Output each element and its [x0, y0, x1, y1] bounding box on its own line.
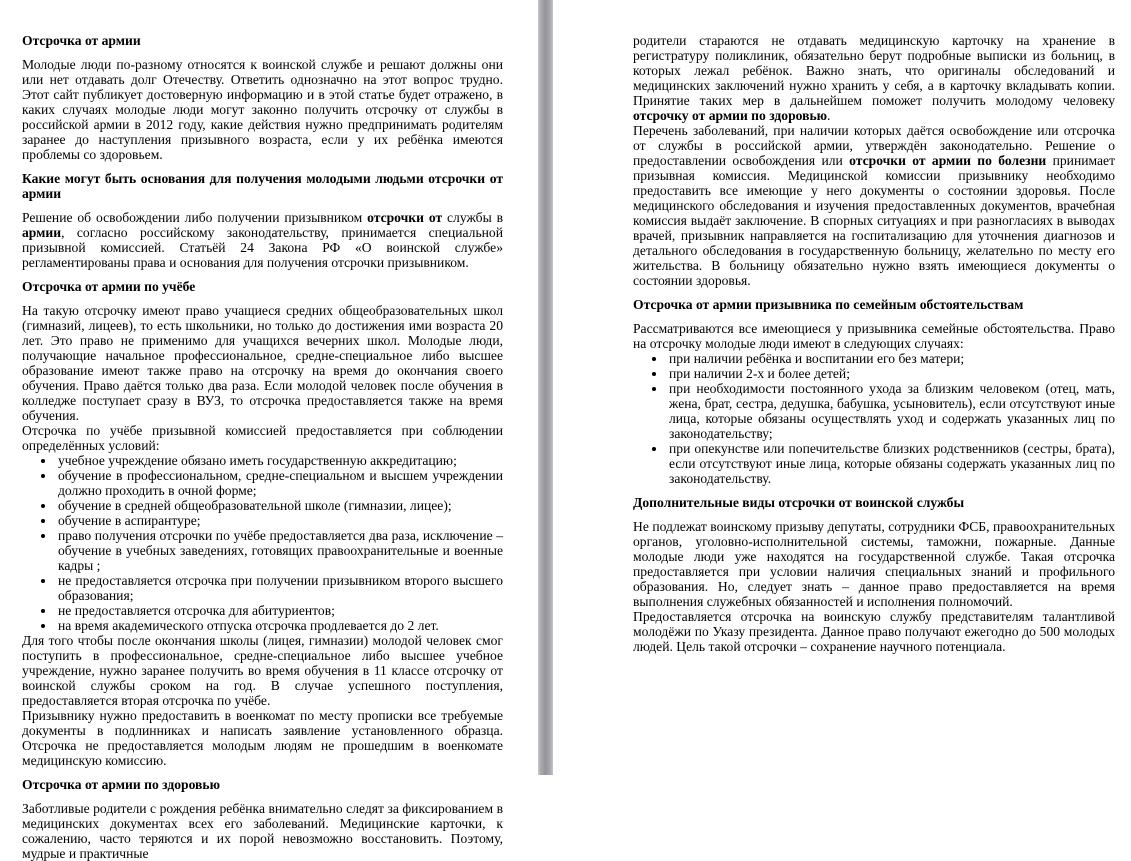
paragraph-enlistment-office: Призывнику нужно предоставить в военкомат по месту прописки все требуемые документы в подлинниках и написать заявление установленного образца. Отсрочка не предоставляется молодым людям не прошедшим в военкомате медицинскую комиссию. — [22, 708, 503, 768]
paragraph-study-1: На такую отсрочку имеют право учащиеся средних общеобразовательных школ (гимназий, лицеев), то есть школьники, но только до достижения ими возраста 20 лет. Это право не применимо для учащихся вечерних школ. Молодые люди, получающие начальное профессиональное, средне-специальное либо высшее образование имеют также право на отсрочку на время до окончания своего обучения. Право даётся только два раза. Если молодой человек после обучения в колледже поступает сразу в ВУЗ, то отсрочка предоставляется также на время обучения. — [22, 303, 503, 423]
text-run-bold: армии — [22, 225, 62, 240]
text-run-bold: отсрочки от армии по болезни — [849, 153, 1047, 168]
heading-health-deferment: Отсрочка от армии по здоровью — [22, 777, 220, 792]
text-run: службы в — [442, 210, 504, 225]
paragraph-health-2 — [633, 33, 1115, 123]
paragraph-study-conditions: Отсрочка по учёбе призывной комиссией предоставляется при соблюдении определённых условий: — [22, 423, 503, 453]
list-item: • не предоставляется отсрочка для абитуриентов; — [56, 603, 503, 618]
page-left-content — [0, 0, 538, 861]
heading-army-deferment: Отсрочка от армии — [22, 33, 141, 48]
list-item: • право получения отсрочки по учёбе предоставляется два раза, исключение – обучение в учебных заведениях, готовящих правоохранительные и военные кадры ; — [56, 528, 503, 573]
page-divider — [538, 0, 553, 775]
paragraph-intro: Молодые люди по-разному относятся к воинской службе и решают должны они или нет отдавать долг Отечеству. Ответить однозначно на этот вопрос трудно. Этот сайт публикует достоверную информацию и в этой статье будет отражено, в каких случаях молодые люди могут законно получить отсрочку от службы в российской армии в 2012 году, какие действия нужно предпринимать родителям заранее до наступления призывного возраста, если у их ребёнка имеются проблемы со здоровьем. — [22, 57, 503, 162]
list-item: • при опекунстве или попечительстве близких родственников (сестры, брата), если отсутствуют иные лица, которые обязаны содержать указанных лиц по законодательству. — [667, 441, 1115, 486]
list-item: • обучение в аспирантуре; — [56, 513, 503, 528]
paragraph-additional-2: Предоставляется отсрочка на воинскую службу представителям талантливой молодёжи по Указу президента. Данное право получают ежегодно до 500 молодых людей. Цель такой отсрочки – сохранение научного потенциала. — [633, 609, 1115, 654]
list-item: • при наличии ребёнка и воспитании его без матери; — [667, 351, 1115, 366]
heading-grounds-for-deferment: Какие могут быть основания для получения молодыми людьми отсрочки от армии — [22, 171, 503, 201]
text-run: принимает призывная комиссия. Медицинской комиссии призывнику необходимо предоставить все имеющие у него документы о состоянии здоровья. После медицинского обследования и изучения предоставленных документов, врачебная комиссия выдаёт заключение. В спорных ситуациях и при разногласиях в выводах врачей, призывник направляется на госпитализацию для уточнения диагнозов и детального обследования в государственную больницу, желательно по месту его жительства. В больницу обязательно нужно взять имеющиеся документы о состоянии здоровья. — [633, 153, 1116, 288]
paragraph-family-intro: Рассматриваются все имеющиеся у призывника семейные обстоятельства. Право на отсрочку молодые люди имеют в следующих случаях: — [633, 321, 1115, 351]
heading-study-deferment: Отсрочка от армии по учёбе — [22, 279, 196, 294]
list-item: • обучение в профессиональном, средне-специальном и высшем учреждении должно проходить в очной форме; — [56, 468, 503, 498]
heading-family-deferment: Отсрочка от армии призывника по семейным обстоятельствам — [633, 297, 1024, 312]
bullet-list-study-conditions — [22, 453, 503, 633]
list-item: • учебное учреждение обязано иметь государственную аккредитацию; — [56, 453, 503, 468]
paragraph-disease-list — [633, 123, 1115, 288]
page-right-content — [553, 0, 1131, 654]
paragraph-school-graduate: Для того чтобы после окончания школы (лицея, гимназии) молодой человек смог поступить в профессиональное, средне-специальное либо высшее учебное учреждение, нужно заранее получить во время обучения в 11 классе отсрочку от воинской службы сроком на год. В случае успешного поступления, предоставляется вторая отсрочка по учёбе. — [22, 633, 503, 708]
text-run: Перечень заболеваний, при наличии которых даётся освобождение или отсрочка от службы в российской армии, утверждён законодательно. Решение о предоставлении освобождения или — [633, 123, 1115, 168]
paragraph-decision — [22, 210, 503, 270]
text-run: , согласно российскому законодательству, принимается специальной призывной комиссией. Статьёй 24 Закона РФ «О воинской службе» регламентированы права и основания для получения отсрочки призывником. — [22, 225, 503, 270]
text-run-bold: отсрочки от — [367, 210, 443, 225]
list-item: • при необходимости постоянного ухода за близким человеком (отец, мать, жена, брат, сестра, дедушка, бабушка, усыновитель), если отсутствуют иные лица, которые обязаны осуществлять уход и содержать указанных лиц по законодательству; — [667, 381, 1115, 441]
page-left — [0, 0, 538, 861]
page-right — [553, 0, 1131, 775]
paragraph-additional-1: Не подлежат воинскому призыву депутаты, сотрудники ФСБ, правоохранительных органов, уголовно-исполнительной системы, таможни, пожарные. Данные молодые люди уже находятся на государственной службе. Такая отсрочка предоставляется при условии наличия специальных знаний и профильного образования. Но, следует знать – данное право предоставляется на время выполнения служебных обязанностей и исполнения полномочий. — [633, 519, 1115, 609]
text-run: родители стараются не отдавать медицинскую карточку на хранение в регистратуру поликлиник, обязательно берут подробные выписки из больниц, в которых лежал ребёнок. Важно знать, что оригиналы обследований и медицинских заключений нужно хранить у себя, а в карточку вкладывать копии. Принятие таких мер в дальнейшем поможет получить молодому человеку — [633, 33, 1115, 108]
list-item: • на время академического отпуска отсрочка продлевается до 2 лет. — [56, 618, 503, 633]
text-run-bold: отсрочку от армии по здоровью — [633, 108, 828, 123]
list-item: • не предоставляется отсрочка при получении призывником второго высшего образования; — [56, 573, 503, 603]
text-run: . — [827, 108, 831, 123]
list-item: • обучение в средней общеобразовательной школе (гимназии, лицее); — [56, 498, 503, 513]
bullet-list-family-cases — [633, 351, 1115, 486]
paragraph-health-1: Заботливые родители с рождения ребёнка внимательно следят за фиксированием в медицинских документах всех его заболеваний. Медицинские карточки, к сожалению, часто теряются и их порой невозможно восстановить. Поэтому, мудрые и практичные — [22, 801, 503, 861]
heading-additional-deferment: Дополнительные виды отсрочки от воинской службы — [633, 495, 965, 510]
text-run: Решение об освобождении либо получении призывником — [22, 210, 368, 225]
list-item: • при наличии 2-х и более детей; — [667, 366, 1115, 381]
